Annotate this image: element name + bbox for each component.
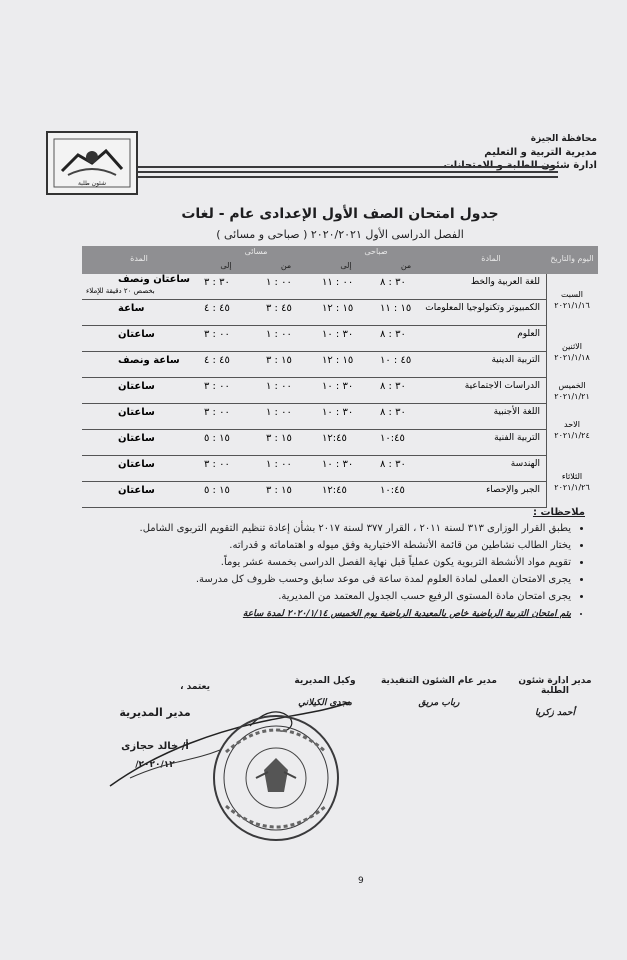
evening-from-cell: ٠٠ : ١ (266, 459, 292, 470)
morning-to-cell: ١٥ : ١٢ (322, 303, 354, 314)
signature-title: مدير ادارة شئون الطلبة (518, 676, 592, 696)
duration-cell: ساعتان (118, 329, 155, 340)
document-subtitle: الفصل الدراسى الأول ٢٠٢٠/٢٠٢١ ( صباحى و مسائى ) (216, 228, 464, 241)
exam-schedule-table (82, 246, 598, 508)
signature-student-affairs (505, 676, 605, 718)
day-name: السبت (560, 290, 584, 299)
morning-to-cell: ١٢:٤٥ (322, 433, 347, 444)
morning-to-cell: ١٥ : ١٢ (322, 355, 354, 366)
morning-from-cell: ٣٠ : ٨ (380, 407, 406, 418)
approval-label: يعتمد ، (180, 682, 210, 692)
day-cell (546, 419, 598, 441)
subject-cell: للغة العربية والخط (470, 277, 540, 287)
header-evening-to: إلى (220, 261, 232, 270)
duration-cell: ساعتان (118, 407, 155, 418)
document-title: جدول امتحان الصف الأول الإعدادى عام - لغات (181, 206, 499, 222)
evening-from-cell: ١٥ : ٣ (266, 355, 292, 366)
subject-cell: اللغة الأجنبية (493, 407, 540, 417)
morning-from-cell: ٣٠ : ٨ (380, 329, 406, 340)
page-number: 9 (358, 876, 364, 886)
morning-to-cell: ٣٠ : ١٠ (322, 381, 354, 392)
morning-from-cell: ١٠:٤٥ (380, 433, 405, 444)
note-item: • يجرى امتحان مادة المستوى الرفيع حسب الجدول المعتمد من المديرية. (101, 590, 571, 604)
morning-to-cell: ٠٠ : ١١ (322, 277, 354, 288)
signature-title: وكيل المديرية (294, 676, 356, 686)
signature-title: مدير عام الشئون التنفيذية (381, 676, 497, 686)
signature-name: أحمد زكريا (535, 708, 575, 718)
morning-from-cell: ٤٥ : ١٠ (380, 355, 412, 366)
morning-from-cell: ٣٠ : ٨ (380, 459, 406, 470)
day-cell (546, 380, 598, 402)
evening-to-cell: ٠٠ : ٣ (204, 381, 230, 392)
day-name: الثلاثاء (561, 472, 583, 481)
evening-from-cell: ٠٠ : ١ (266, 381, 292, 392)
table-row (82, 274, 546, 298)
header-rule (138, 166, 558, 180)
evening-to-cell: ٤٥ : ٤ (204, 355, 230, 366)
row-divider (82, 507, 546, 508)
morning-to-cell: ٣٠ : ١٠ (322, 459, 354, 470)
note-item: • يجرى الامتحان العملى لمادة العلوم لمدة ساعة فى موعد سابق وحسب ظروف كل مدرسة. (101, 573, 571, 587)
evening-from-cell: ٠٠ : ١ (266, 407, 292, 418)
note-item: • يطبق القرار الوزارى ٣١٣ لسنة ٢٠١١ ، القرار ٣٧٧ لسنة ٢٠١٧ بشأن إعادة تنظيم التقويم التربوى الشامل. (101, 522, 571, 536)
morning-to-cell: ١٢:٤٥ (322, 485, 347, 496)
duration-cell: ساعتان (118, 485, 155, 496)
subject-cell: العلوم (517, 329, 540, 339)
morning-to-cell: ٣٠ : ١٠ (322, 329, 354, 340)
header-morning-from: من (400, 261, 412, 270)
day-cell (546, 289, 598, 311)
signature-title: مدير المديرية (119, 706, 191, 719)
table-header (82, 246, 598, 274)
day-name: الخميس (558, 381, 586, 390)
evening-from-cell: ١٥ : ٣ (266, 485, 292, 496)
header-day: اليوم والتاريخ (550, 254, 594, 263)
duration-cell: ساعة ونصف (118, 355, 180, 366)
table-row (82, 456, 546, 480)
evening-to-cell: ٠٠ : ٣ (204, 407, 230, 418)
evening-to-cell: ١٥ : ٥ (204, 485, 230, 496)
logo-emblem-icon (48, 133, 136, 193)
day-cell (546, 341, 598, 363)
evening-from-cell: ٠٠ : ١ (266, 329, 292, 340)
signature-date: ٢٠٢٠/١٢/ (135, 760, 175, 770)
header-subject: المادة (481, 254, 501, 263)
morning-from-cell: ٣٠ : ٨ (380, 381, 406, 392)
subject-cell: الهندسة (510, 459, 540, 469)
header-morning-to: إلى (340, 261, 352, 270)
svg-text:شئون طلبة: شئون طلبة (77, 180, 107, 187)
header-morning: صباحى (364, 247, 388, 256)
signature-name: مجدى الكيلاني (298, 698, 352, 708)
subject-cell: الجبر والإحصاء (486, 485, 540, 495)
duration-cell: ساعتان (118, 433, 155, 444)
administration-name: ادارة شئون الطلبة و الامتحانات (443, 160, 597, 171)
note-item: • يتم امتحان التربية الرياضية خاص بالمعيدية الرياضية يوم الخميس ٢٠٢٠/١/١٤ لمدة ساعة (101, 607, 571, 621)
notes-list (101, 522, 589, 624)
duration-note: بخصص ٢٠ دقيقة للإملاء (86, 287, 155, 295)
governorate-name: محافظة الجيزة (530, 134, 597, 144)
subject-cell: التربية الفنية (494, 433, 540, 443)
day-date: ٢٠٢١/١/٢٦ (554, 483, 590, 492)
day-date: ٢٠٢١/١/٢٤ (554, 431, 590, 440)
table-row (82, 300, 546, 324)
directorate-logo (46, 131, 138, 195)
signature-name: رباب مريق (418, 698, 460, 708)
day-date: ٢٠٢١/١/١٦ (554, 301, 590, 310)
duration-cell: ساعتان (118, 381, 155, 392)
table-row (82, 352, 546, 376)
duration-cell: ساعتان ونصف (118, 274, 191, 285)
evening-to-cell: ١٥ : ٥ (204, 433, 230, 444)
subject-cell: الدراسات الاجتماعية (464, 381, 540, 391)
directorate-name: مديرية التربية و التعليم (484, 147, 597, 158)
morning-to-cell: ٣٠ : ١٠ (322, 407, 354, 418)
day-date: ٢٠٢١/١/٢١ (554, 392, 590, 401)
table-row (82, 482, 546, 506)
header-duration: المدة (130, 254, 148, 263)
subject-cell: التربية الدينية (491, 355, 540, 365)
subject-cell: الكمبيوتر وتكنولوجيا المعلومات (425, 303, 540, 313)
day-date: ٢٠٢١/١/١٨ (554, 353, 590, 362)
evening-to-cell: ٣٠ : ٣ (204, 277, 230, 288)
evening-to-cell: ٠٠ : ٣ (204, 329, 230, 340)
evening-to-cell: ٤٥ : ٤ (204, 303, 230, 314)
signature-executive-affairs (379, 676, 499, 708)
official-seal-icon (206, 712, 346, 844)
morning-from-cell: ١٠:٤٥ (380, 485, 405, 496)
table-row (82, 378, 546, 402)
day-name: الاثنين (562, 342, 582, 351)
header-evening-from: من (280, 261, 292, 270)
header-evening: مسائى (244, 247, 268, 256)
day-name: الاحد (564, 420, 580, 429)
signature-name: أ/ خالد حجازى (121, 741, 189, 752)
notes-heading: ملاحظات : (532, 507, 585, 518)
duration-cell: ساعة (118, 303, 145, 314)
note-item: • يختار الطالب نشاطين من قائمة الأنشطة الاختيارية وفق ميوله و اهتماماته و قدراته. (101, 539, 571, 553)
evening-from-cell: ٠٠ : ١ (266, 277, 292, 288)
table-row (82, 404, 546, 428)
day-cell (546, 471, 598, 493)
table-row (82, 326, 546, 350)
note-item: • تقويم مواد الأنشطة التربوية يكون عملياً قبل نهاية الفصل الدراسى بخمسة عشر يوماً. (101, 556, 571, 570)
evening-from-cell: ٤٥ : ٣ (266, 303, 292, 314)
table-row (82, 430, 546, 454)
duration-cell: ساعتان (118, 459, 155, 470)
morning-from-cell: ١٥ : ١١ (380, 303, 412, 314)
evening-to-cell: ٠٠ : ٣ (204, 459, 230, 470)
morning-from-cell: ٣٠ : ٨ (380, 277, 406, 288)
evening-from-cell: ١٥ : ٣ (266, 433, 292, 444)
